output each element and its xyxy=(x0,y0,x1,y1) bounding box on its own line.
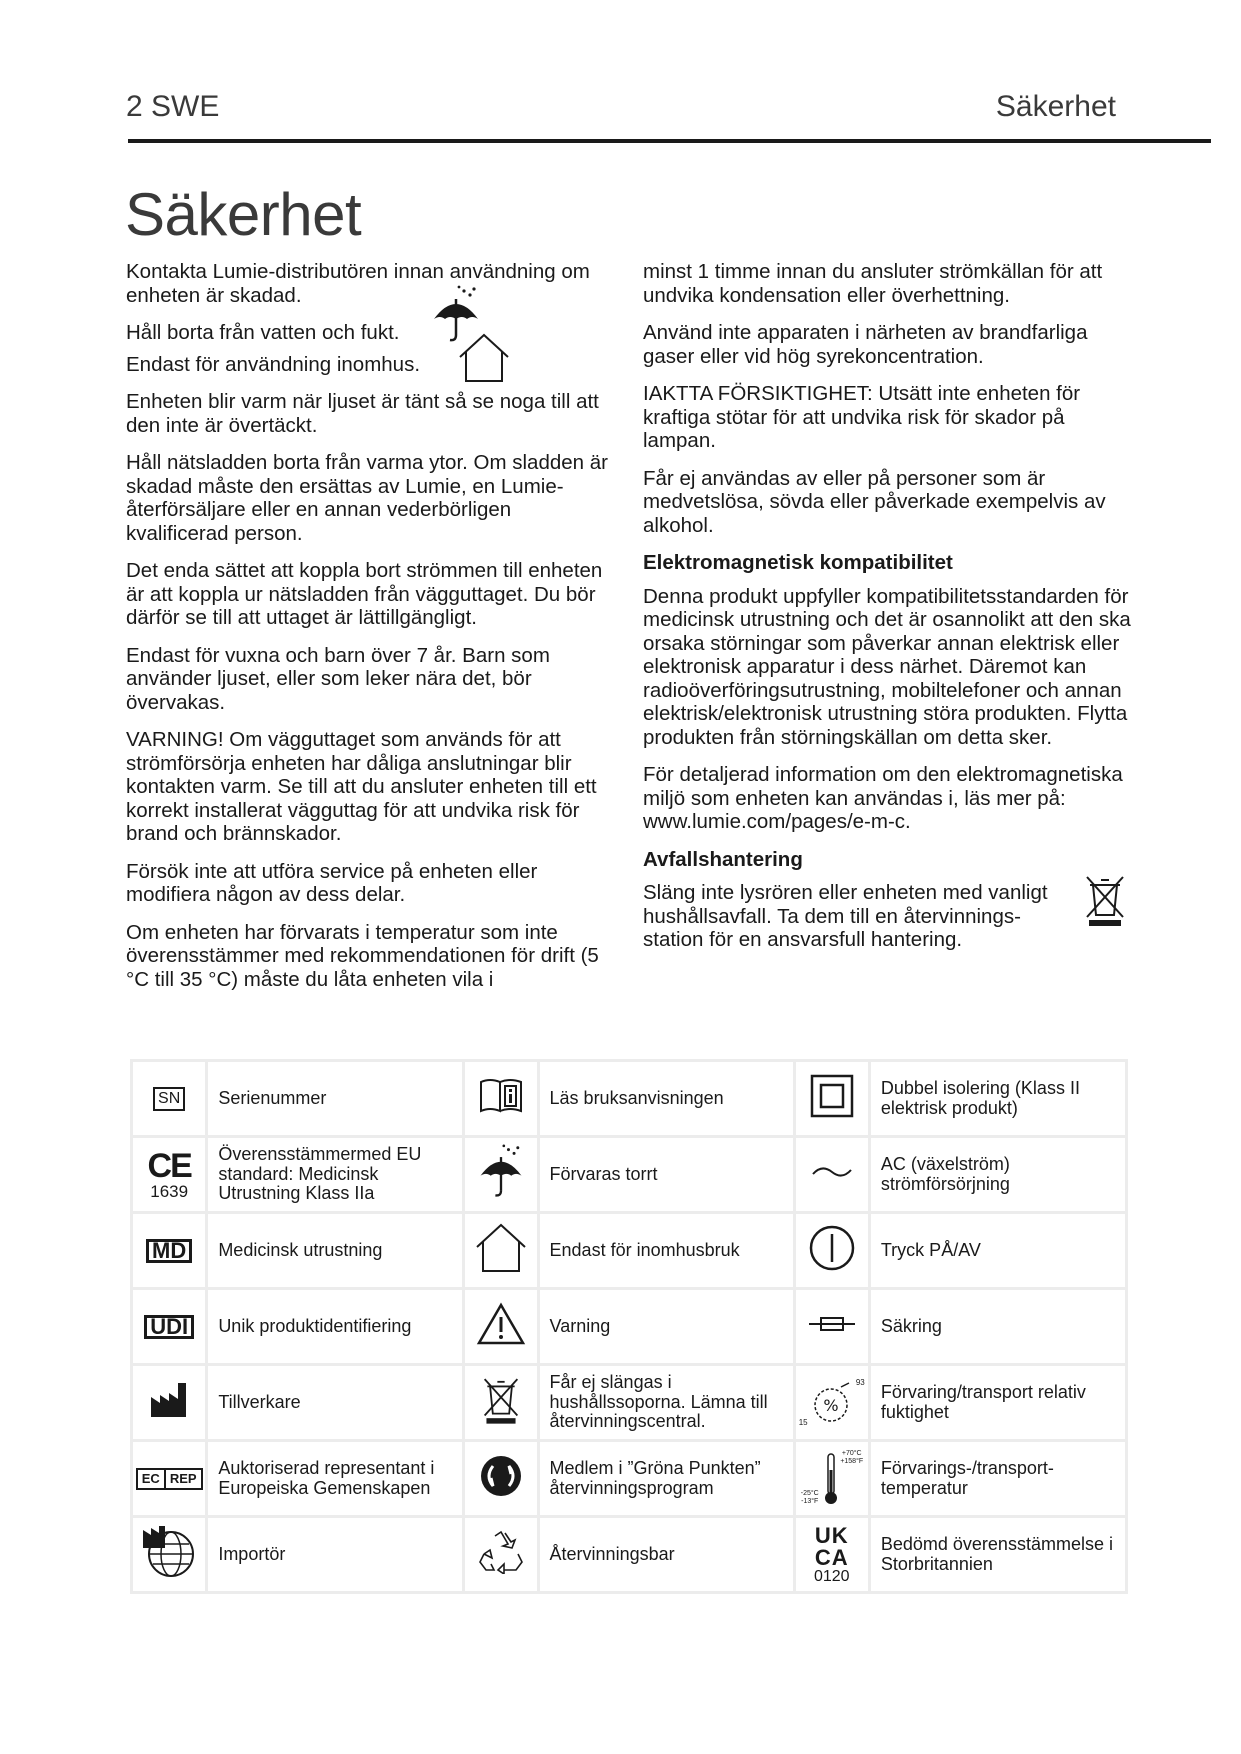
table-row xyxy=(132,1213,1127,1289)
paragraph: Enheten blir varm när ljuset är tänt så se noga till att den inte är övertäckt. xyxy=(126,390,599,437)
symbol-cell xyxy=(132,1137,207,1213)
paragraph: Det enda sättet att koppla bort strömmen till enheten är att koppla ur nätsladden från vägguttaget. Du bör därför se till att uttaget är lättillgängligt. xyxy=(126,559,603,629)
symbol-cell xyxy=(464,1517,538,1593)
symbol-cell xyxy=(132,1441,207,1517)
paragraph: Endast för vuxna och barn över 7 år. Barn som använder ljuset, eller som leker nära det, bör övervakas. xyxy=(126,643,550,714)
symbol-cell xyxy=(794,1137,869,1213)
paragraph xyxy=(643,881,1063,952)
approved-body-number: 0120 xyxy=(813,1567,850,1585)
symbol-cell xyxy=(464,1137,538,1213)
symbol-label: Får ej slängas i hushållssoporna. Lämna till återvinningscentral. xyxy=(538,1365,794,1441)
emc-heading: Elektromagnetisk kompatibilitet xyxy=(643,551,953,574)
header-rule xyxy=(128,139,1211,143)
sn-icon: SN xyxy=(153,1087,185,1111)
symbol-cell xyxy=(464,1289,538,1365)
ec-rep-icon xyxy=(136,1468,203,1490)
caution-paragraph: IAKTTA FÖRSIKTIGHET: Utsätt inte enheten för kraftiga stötar för att undvika risk för skador på lampan. xyxy=(643,382,1081,452)
humidity-max: 93 xyxy=(855,1377,865,1387)
symbol-label: Importör xyxy=(207,1517,464,1593)
ukca-mark-uk: UK xyxy=(814,1522,849,1548)
symbol-label: Förvaras torrt xyxy=(538,1137,794,1213)
paragraph xyxy=(126,321,616,345)
symbol-label: Bedömd överensstämmelse i Storbritannien xyxy=(869,1517,1126,1593)
svg-text:%: % xyxy=(823,1395,839,1415)
manufacturer-icon xyxy=(149,1383,189,1417)
symbol-label: Förvarings-/transport-temperatur xyxy=(869,1441,1126,1517)
symbol-label: Medicinsk utrustning xyxy=(207,1213,464,1289)
table-row xyxy=(132,1441,1127,1517)
paragraph-text: Håll borta från vatten och fukt. xyxy=(126,321,400,344)
ukca-icon xyxy=(796,1522,868,1585)
instructions-book-icon xyxy=(478,1078,524,1114)
paragraph: Om enheten har förvarats i temperatur som inte överensstämmer med rekommendationen för drift (5 °C till 35 °C) måste du låta enheten vila i xyxy=(126,920,599,991)
paragraph: Denna produkt uppfyller kompatibilitetsstandarden för medicinsk utrustning och det är osannolikt att den ska orsaka störningar som påverkar annan elektrisk eller elektronisk apparatur i dess närhet. Däremot kan radioöverföringsutrustning, mobiltelefoner och annan elektrisk/elektronisk utrustning störa produkten. Flytta produkten från störningskällan om detta sker. xyxy=(643,584,1131,749)
symbol-label: Serienummer xyxy=(207,1061,464,1137)
symbol-cell xyxy=(794,1213,869,1289)
importer-icon xyxy=(141,1524,197,1580)
humidity-icon xyxy=(799,1373,865,1433)
temperature-max: +70°C +158°F xyxy=(840,1449,864,1465)
house-icon xyxy=(456,331,512,385)
symbol-label: Tryck PÅ/AV xyxy=(869,1213,1126,1289)
temperature-min: -25°C -13°F xyxy=(800,1489,819,1505)
symbol-label: Endast för inomhusbruk xyxy=(538,1213,794,1289)
waste-heading: Avfallshantering xyxy=(643,847,803,871)
symbol-label: Unik produktidentifiering xyxy=(207,1289,464,1365)
paragraph: Håll nätsladden borta från varma ytor. Om sladden är skadad måste den ersättas av Lumie, en Lumie-återförsäljare eller en annan vederbörligen kvalificerad person. xyxy=(126,451,608,545)
symbol-cell xyxy=(464,1061,538,1137)
symbol-cell xyxy=(132,1061,207,1137)
double-insulation-icon xyxy=(809,1073,855,1119)
humidity-min: 15 xyxy=(798,1418,808,1427)
symbol-cell xyxy=(464,1365,538,1441)
symbol-label: Medlem i ”Gröna Punkten” återvinningsprogram xyxy=(538,1441,794,1517)
symbol-cell xyxy=(794,1441,869,1517)
md-icon: MD xyxy=(146,1239,192,1263)
left-column xyxy=(126,260,616,1005)
notified-body-number: 1639 xyxy=(150,1182,189,1201)
symbols-table xyxy=(130,1059,1128,1594)
ec-rep-icon-rep: REP xyxy=(169,1470,197,1486)
green-dot-icon xyxy=(479,1454,523,1498)
paragraph-text: Släng inte lysrören eller enheten med vanligt hushållsavfall. Ta dem till en återvinnings-station för en ansvarsfull hantering. xyxy=(643,881,1048,951)
table-row xyxy=(132,1517,1127,1593)
page-title: Säkerhet xyxy=(125,181,362,248)
symbol-label: Tillverkare xyxy=(207,1365,464,1441)
paragraph-text: Endast för användning inomhus. xyxy=(126,352,421,376)
symbol-cell xyxy=(464,1213,538,1289)
symbol-cell xyxy=(794,1289,869,1365)
paragraph: Försök inte att utföra service på enheten eller modifiera någon av dess delar. xyxy=(126,859,538,906)
running-header-page-number: 2 SWE xyxy=(126,90,220,123)
paragraph xyxy=(126,353,616,377)
running-header-section: Säkerhet xyxy=(995,90,1116,123)
table-row xyxy=(132,1365,1127,1441)
symbol-cell xyxy=(794,1365,869,1441)
symbol-label: Auktoriserad representant i Europeiska Gemenskapen xyxy=(207,1441,464,1517)
symbol-label: Varning xyxy=(538,1289,794,1365)
paragraph: För detaljerad information om den elektromagnetiska miljö som enheten kan användas i, läs mer på: www.lumie.com/pages/e-m-c. xyxy=(643,763,1123,833)
ce-mark-icon xyxy=(133,1149,205,1200)
thermometer-icon xyxy=(799,1448,865,1510)
crossed-bin-icon xyxy=(1083,873,1127,927)
symbol-label: Återvinningsbar xyxy=(538,1517,794,1593)
symbol-label: Förvaring/transport relativ fuktighet xyxy=(869,1365,1126,1441)
symbol-cell xyxy=(794,1517,869,1593)
recycle-icon xyxy=(478,1530,524,1574)
table-row xyxy=(132,1137,1127,1213)
paragraph: Får ej användas av eller på personer som är medvetslösa, sövda eller påverkade exempelvis av alkohol. xyxy=(643,466,1106,537)
power-switch-icon xyxy=(808,1224,856,1272)
symbol-label: Läs bruksanvisningen xyxy=(538,1061,794,1137)
crossed-bin-icon xyxy=(481,1375,521,1425)
symbol-cell xyxy=(132,1213,207,1289)
humidity-drop-icon xyxy=(811,1381,851,1425)
house-icon xyxy=(473,1221,529,1275)
warning-paragraph: VARNING! Om vägguttaget som används för att strömförsörja enheten har dåliga anslutningar blir kontakten varm. Se till att du ansluter enheten till ett korrekt installerat vägguttag för att undvika risk för brand och brännskador. xyxy=(126,728,597,845)
symbol-cell xyxy=(132,1289,207,1365)
symbol-cell xyxy=(132,1517,207,1593)
udi-icon: UDI xyxy=(144,1315,194,1339)
symbol-label: Dubbel isolering (Klass II elektrisk produkt) xyxy=(869,1061,1126,1137)
paragraph: Använd inte apparaten i närheten av brandfarliga gaser eller vid hög syrekoncentration. xyxy=(643,321,1088,368)
table-row xyxy=(132,1289,1127,1365)
fuse-icon xyxy=(807,1314,857,1334)
umbrella-icon xyxy=(473,1143,529,1201)
thermometer-glyph-icon xyxy=(823,1452,839,1506)
ec-rep-icon-ec: EC xyxy=(138,1470,166,1488)
table-row xyxy=(132,1061,1127,1137)
ce-mark-letters: CE xyxy=(147,1147,191,1185)
symbol-cell xyxy=(132,1365,207,1441)
symbol-cell xyxy=(464,1441,538,1517)
paragraph: Kontakta Lumie-distributören innan användning om enheten är skadad. xyxy=(126,260,590,307)
symbol-label: AC (växelström) strömförsörjning xyxy=(869,1137,1126,1213)
ukca-mark-ca: CA xyxy=(814,1544,849,1570)
symbol-cell xyxy=(794,1061,869,1137)
paragraph: minst 1 timme innan du ansluter strömkällan för att undvika kondensation eller överhettning. xyxy=(643,260,1103,307)
ac-wave-icon xyxy=(810,1162,854,1182)
symbol-label: Överensstämmermed EU standard: Medicinsk Utrustning Klass IIa xyxy=(207,1137,464,1213)
symbol-label: Säkring xyxy=(869,1289,1126,1365)
warning-triangle-icon xyxy=(476,1302,526,1346)
right-column xyxy=(643,260,1143,966)
